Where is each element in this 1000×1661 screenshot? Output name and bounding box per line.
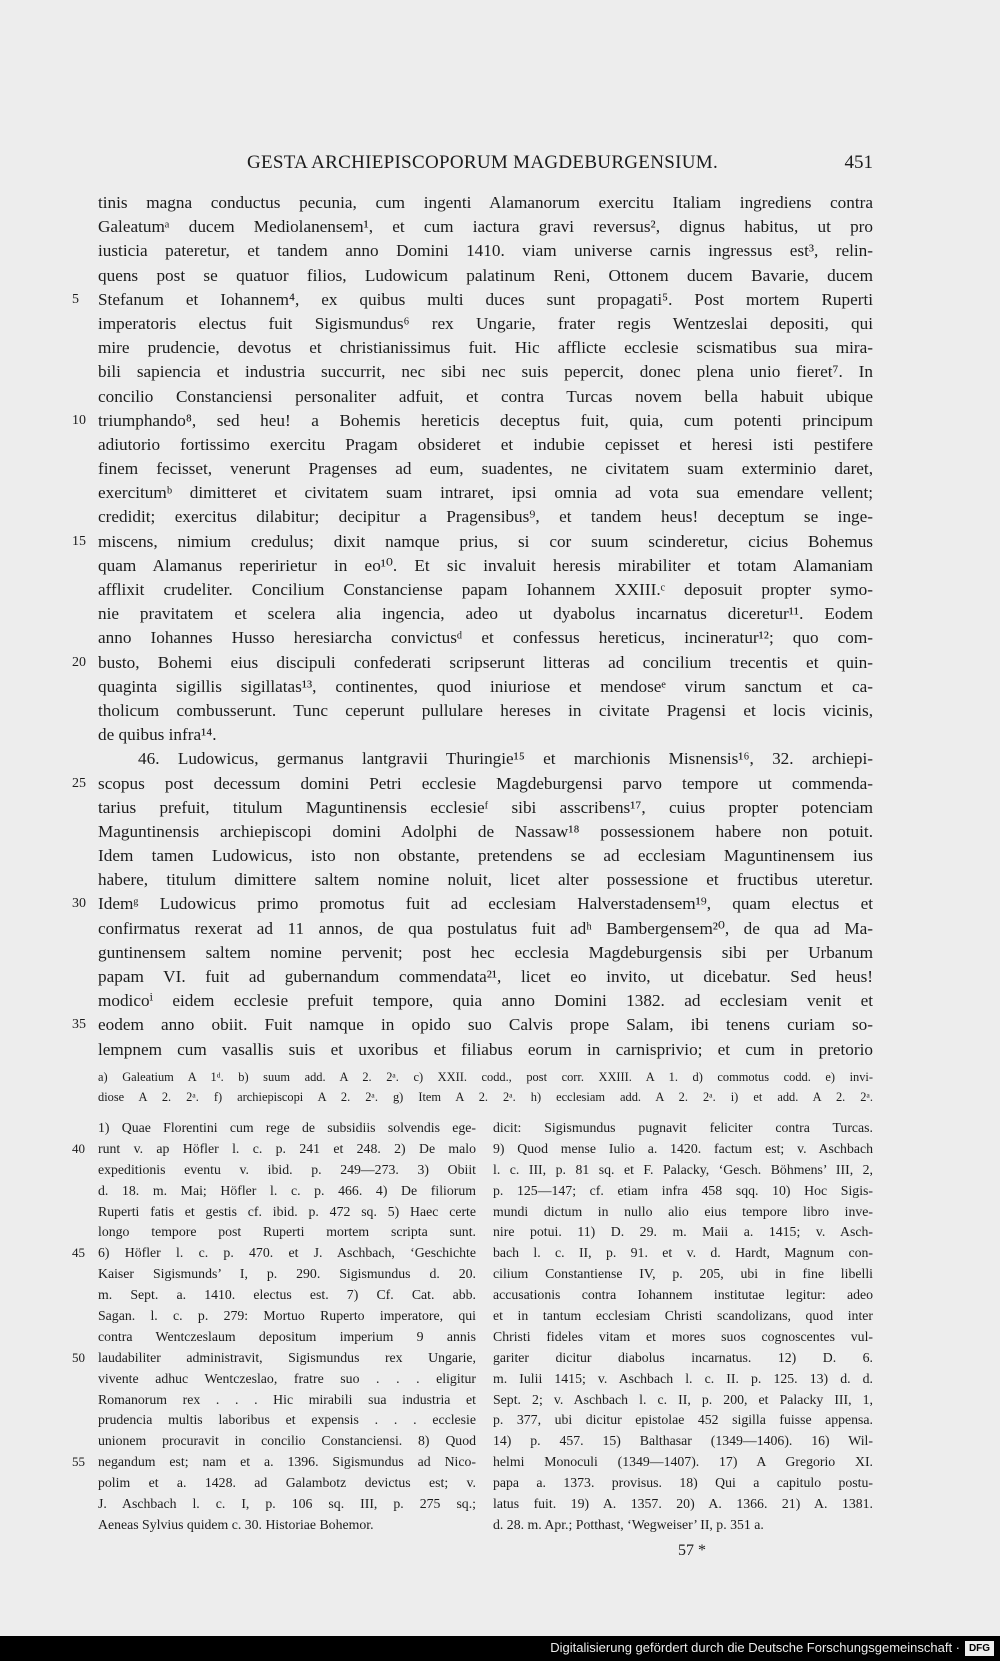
running-title: GESTA ARCHIEPISCOPORUM MAGDEBURGENSIUM.: [247, 152, 718, 173]
line-text: l. c. III, p. 81 sq. et F. Palacky, ‘Gesch. Böhmens’ III, 2,: [493, 1161, 873, 1177]
footnote-line: [493, 1452, 873, 1473]
line-text: triumphando⁸, sed heu! a Bohemis hereticis deceptus fuit, quia, cum potenti principum: [98, 410, 873, 430]
footnote-line: [493, 1327, 873, 1348]
footnote-line: [493, 1473, 873, 1494]
line-text: afflixit crudeliter. Concilium Constanciense papam Iohannem XXIII.ᶜ deposuit propter symo-: [98, 580, 873, 599]
line-text: 46. Ludowicus, germanus lantgravii Thuringie¹⁵ et marchionis Misnensis¹⁶, 32. archiepi-: [138, 749, 873, 769]
footnote-line: [98, 1390, 476, 1411]
page-header: [95, 152, 873, 176]
line-text: d. 18. m. Mai; Höfler l. c. p. 466. 4) De filiorum: [98, 1182, 476, 1198]
text-line: [98, 264, 873, 288]
line-number: 20: [72, 654, 86, 670]
digitization-credit: Digitalisierung gefördert durch die Deutsche Forschungsgemeinschaft ·: [550, 1640, 960, 1655]
footnote-line: [72, 1452, 476, 1473]
line-number: 30: [72, 896, 86, 912]
line-text: 14) p. 457. 15) Balthasar (1349—1406). 16) Wil-: [493, 1433, 873, 1449]
footnote-line: [493, 1118, 873, 1139]
footnote-line: [493, 1390, 873, 1411]
line-text: 1) Quae Florentini cum rege de subsidiis solvendis ege-: [98, 1120, 476, 1135]
line-text: imperatoris electus fuit Sigismundus⁶ rex Ungarie, frater regis Wentzeslai depositi, qui: [98, 313, 873, 333]
footnote-line: [72, 1348, 476, 1369]
footnote-line: [98, 1494, 476, 1515]
line-text: eodem anno obiit. Fuit namque in opido suo Calvis prope Salam, ibi tenens curiam so-: [98, 1015, 873, 1035]
line-text: anno Iohannes Husso heresiarcha convictusᵈ et confessus hereticus, incineratur¹²; quo com-: [98, 628, 873, 648]
line-text: latus fuit. 19) A. 1357. 20) A. 1366. 21) A. 1381.: [493, 1496, 873, 1512]
line-text: Maguntinensis archiepiscopi domini Adolphi de Nassaw¹⁸ possessionem habere non potuit.: [98, 821, 873, 841]
text-line: [98, 723, 873, 747]
line-text: confirmatus rexerat ad 11 annos, de qua postulatus fuit adʰ Bambergensem²⁰, de qua ad Ma-: [98, 918, 873, 938]
text-line: [98, 965, 873, 989]
line-text: unionem procuravit in concilio Constanciensi. 8) Quod: [98, 1433, 476, 1449]
line-text: Sept. 2; v. Aschbach l. c. II, p. 200, et Palacky III, 1,: [493, 1391, 873, 1407]
line-text: tarius prefuit, titulum Maguntinensis ecclesieᶠ sibi asscribens¹⁷, cuius propter potenciam: [98, 797, 873, 817]
footnote-line: [98, 1181, 476, 1202]
footnote-line: [493, 1410, 873, 1431]
line-number: 15: [72, 533, 86, 549]
footnote-line: [493, 1181, 873, 1202]
footnote-line: [493, 1222, 873, 1243]
line-text: prudencia multis laboribus et expensis . . . ecclesie: [98, 1412, 476, 1428]
signature-mark: 57 *: [678, 1542, 706, 1559]
footnote-line: [493, 1306, 873, 1327]
line-text: mundi dictum in nullo alio eius tempore libro inve-: [493, 1203, 873, 1219]
text-line: [98, 941, 873, 965]
line-text: accusationis contra Iohannem institutae legitur: adeo: [493, 1287, 873, 1303]
line-text: 9) Quod mense Iulio a. 1420. factum est; v. Aschbach: [493, 1140, 873, 1156]
line-text: dicit: Sigismundus pugnavit feliciter contra Turcas.: [493, 1120, 873, 1135]
line-text: negandum est; nam et a. 1396. Sigismundus ad Nico-: [98, 1454, 476, 1470]
text-line: [98, 433, 873, 457]
text-line: [72, 772, 873, 796]
page-number: 451: [844, 152, 873, 173]
line-text: p. 125—147; cf. etiam infra 458 sqq. 10) Hoc Sigis-: [493, 1182, 873, 1198]
text-line: [98, 699, 873, 723]
line-text: quam Alamanus reperirietur in eo¹⁰. Et sic invaluit heresis mirabiliter et totam Alamaniam: [98, 555, 873, 575]
footnote-line: [72, 1243, 476, 1264]
line-number: 25: [72, 775, 86, 791]
text-line: [98, 215, 873, 239]
line-text: guntinensem saltem nomine pervenit; post hec ecclesia Magdeburgensis sibi per Urbanum: [98, 942, 873, 962]
line-text: laudabiliter administravit, Sigismundus rex Ungarie,: [98, 1349, 476, 1365]
line-text: nire potui. 11) D. 29. m. Maii a. 1415; v. Asch-: [493, 1224, 873, 1240]
text-line: [98, 578, 873, 602]
footnote-line: [98, 1410, 476, 1431]
text-line: [98, 917, 873, 941]
text-line: [72, 1013, 873, 1037]
footnote-line: [98, 1515, 476, 1536]
line-text: credidit; exercitus dilabitur; decipitur a Pragensibus⁹, et tandem heus! deceptum se inge-: [98, 507, 873, 527]
dfg-logo: DFG: [965, 1641, 994, 1656]
text-line: [72, 651, 873, 675]
line-text: d. 28. m. Apr.; Potthast, ‘Wegweiser’ II, p. 351 a.: [493, 1516, 764, 1532]
text-line: [98, 360, 873, 384]
footnote-line: [493, 1202, 873, 1223]
text-line: [98, 554, 873, 578]
text-line: [98, 747, 873, 771]
text-line: [98, 868, 873, 892]
line-text: et in tantum ecclesiam Christi scandolizans, quod inter: [493, 1308, 873, 1324]
line-number: 10: [72, 412, 86, 428]
footnote-line: [493, 1264, 873, 1285]
footnote-line: [98, 1160, 476, 1181]
critical-apparatus: [98, 1067, 873, 1107]
line-number: 45: [72, 1245, 85, 1261]
line-number: 5: [72, 291, 79, 307]
line-text: Kaiser Sigismunds’ I, p. 290. Sigismundus d. 20.: [98, 1266, 476, 1282]
line-text: Idemᵍ Ludowicus primo promotus fuit ad ecclesiam Halverstadensem¹⁹, quam electus et: [98, 894, 873, 914]
line-number: 55: [72, 1454, 85, 1470]
text-line: [72, 409, 873, 433]
text-line: [98, 989, 873, 1013]
text-line: [98, 385, 873, 409]
footnotes-right-column: [493, 1118, 873, 1536]
line-text: helmi Monoculi (1349—1407). 17) A Gregorio XI.: [493, 1454, 873, 1470]
text-line: [98, 602, 873, 626]
line-text: quaginta sigillis sigillatas¹³, continentes, quod iniuriose et mendoseᵉ virum sanctum et ca-: [98, 676, 873, 696]
line-text: Aeneas Sylvius quidem c. 30. Historiae Bohemor.: [98, 1516, 374, 1532]
line-text: miscens, nimium credulus; dixit namque prius, si cor suum scinderetur, cicius Bohemus: [98, 531, 873, 551]
apparatus-line: diose A 2. 2ᵃ. f) archiepiscopi A 2. 2ᵃ. g) Item A 2. 2ᵃ. h) ecclesiam add. A 2. 2ᵃ. i) et add. A 2. 2ᵃ.: [98, 1090, 873, 1104]
footnote-line: [98, 1306, 476, 1327]
line-text: modicoⁱ eidem ecclesie prefuit tempore, quia anno Domini 1382. ad ecclesiam venit et: [98, 991, 873, 1011]
footnote-line: [98, 1285, 476, 1306]
text-line: [72, 530, 873, 554]
text-line: [98, 457, 873, 481]
line-text: adiutorio fortissimo exercitu Pragam obsideret et indubie cepisset et heresi isti pestifere: [98, 434, 873, 454]
line-text: Idem tamen Ludowicus, isto non obstante, pretendens se ad ecclesiam Maguntinensem ius: [98, 846, 873, 866]
line-text: finem fecisset, venerunt Pragenses ad eum, suadentes, ne civitatem suam exterminio daret,: [98, 459, 873, 479]
footnote-line: [493, 1431, 873, 1452]
line-text: Sagan. l. c. p. 279: Mortuo Ruperto imperatore, qui: [98, 1308, 476, 1324]
footnote-line: [493, 1285, 873, 1306]
line-text: busto, Bohemi eius discipuli confederati scripserunt litteras ad concilium trecentis et quin-: [98, 652, 873, 672]
footnote-line: [98, 1369, 476, 1390]
line-text: longo tempore post Ruperti mortem scripta sunt.: [98, 1224, 476, 1240]
line-text: contra Wentczeslaum depositum imperium 9 annis: [98, 1328, 476, 1344]
line-text: exercitumᵇ dimitteret et civitatem suam intraret, ipsi omnia ad vota sua emendare vellent;: [98, 483, 873, 503]
line-text: J. Aschbach l. c. I, p. 106 sq. III, p. 275 sq.;: [98, 1496, 476, 1512]
text-line: [98, 844, 873, 868]
line-text: 6) Höfler l. c. p. 470. et J. Aschbach, ‘Geschichte: [98, 1245, 476, 1261]
footer-bar: [0, 1636, 1000, 1661]
text-line: [98, 481, 873, 505]
text-line: [72, 892, 873, 916]
text-line: [98, 820, 873, 844]
line-text: mire prudencie, devotus et christianissimus fuit. Hic afflicte ecclesie scismatibus sua mira-: [98, 338, 873, 358]
line-text: papam VI. fuit ad gubernandum commendata²¹, licet eo invito, ut dicebatur. Sed heus!: [98, 967, 873, 986]
line-text: Ruperti fatis et gestis cf. ibid. p. 472 sq. 5) Haec certe: [98, 1203, 476, 1219]
line-text: habere, titulum dimittere saltem nomine noluit, licet alter possessione et fructibus uteretur.: [98, 870, 873, 890]
line-text: m. Iulii 1415; v. Aschbach l. c. II. p. 125. 13) d. d.: [493, 1370, 873, 1386]
line-text: lempnem cum vasallis suis et uxoribus et filiabus eorum in carnisprivio; et cum in pretorio: [98, 1039, 873, 1059]
line-text: quens post se quatuor filios, Ludowicum palatinum Reni, Ottonem ducem Bavarie, ducem: [98, 265, 873, 285]
line-text: polim et a. 1428. ad Galambotz devictus est; v.: [98, 1475, 476, 1491]
line-text: bach l. c. II, p. 91. et v. d. Hardt, Magnum con-: [493, 1245, 873, 1261]
apparatus-line: a) Galeatium A 1ᵈ. b) suum add. A 2. 2ᵃ. c) XXII. codd., post corr. XXIII. A 1. d) commotus codd. e) invi-: [98, 1070, 873, 1084]
line-text: tinis magna conductus pecunia, cum ingenti Alamanorum exercitu Italiam ingrediens contra: [98, 193, 873, 212]
footnote-line: [98, 1222, 476, 1243]
text-line: [98, 239, 873, 263]
footnote-line: [493, 1369, 873, 1390]
line-text: Romanorum rex . . . Hic mirabili sua industria et: [98, 1391, 476, 1407]
footnote-line: [493, 1139, 873, 1160]
line-text: bili sapiencia et industria succurrit, nec sibi nec suis pepercit, donec plena unio fieret⁷. In: [98, 362, 873, 382]
footnotes-left-column: [72, 1118, 476, 1536]
line-text: vivente adhuc Wentczeslao, fratre suo . . . eligitur: [98, 1370, 476, 1386]
footnote-line: [493, 1515, 873, 1536]
line-text: iusticia pateretur, et tandem anno Domini 1410. viam universe carnis ingressus est³, relin-: [98, 241, 873, 261]
footnote-line: [493, 1348, 873, 1369]
line-number: 50: [72, 1349, 85, 1365]
footnote-line: [98, 1202, 476, 1223]
line-text: concilio Constanciensi personaliter adfuit, et contra Turcas novem bella habuit ubique: [98, 386, 873, 406]
main-text: [72, 191, 873, 1062]
text-line: [98, 796, 873, 820]
footnote-line: [98, 1327, 476, 1348]
footnote-line: [98, 1118, 476, 1139]
footnote-line: [72, 1139, 476, 1160]
text-line: [98, 626, 873, 650]
text-line: [98, 505, 873, 529]
line-text: m. Sept. a. 1410. electus est. 7) Cf. Cat. abb.: [98, 1287, 476, 1303]
line-text: nie pravitatem et scelera alia ingencia, adeo ut dyabolus incarnatus diceretur¹¹. Eodem: [98, 604, 873, 624]
footnote-line: [98, 1264, 476, 1285]
line-text: cilium Constantiense IV, p. 205, ubi in fine libelli: [493, 1266, 873, 1282]
text-line: [98, 336, 873, 360]
line-text: de quibus infra¹⁴.: [98, 725, 217, 745]
line-text: Galeatumᵃ ducem Mediolanensem¹, et cum iactura gravi reversus², dignus habitus, ut pro: [98, 217, 873, 237]
line-text: gariter dicitur diabolus incarnatus. 12) D. 6.: [493, 1349, 873, 1365]
line-number: 40: [72, 1140, 85, 1156]
footnote-line: [493, 1160, 873, 1181]
footnote-line: [98, 1473, 476, 1494]
line-text: Stefanum et Iohannem⁴, ex quibus multi duces sunt propagati⁵. Post mortem Ruperti: [98, 289, 873, 309]
footnote-line: [493, 1243, 873, 1264]
text-line: [98, 191, 873, 215]
line-text: expeditionis eventu v. ibid. p. 249—273. 3) Obiit: [98, 1161, 476, 1177]
text-line: [72, 288, 873, 312]
text-line: [98, 675, 873, 699]
line-text: p. 377, ubi dicitur epistolae 452 sigilla fuisse appensa.: [493, 1412, 873, 1428]
line-text: papa a. 1373. provisus. 18) Qui a capitulo postu-: [493, 1475, 873, 1491]
line-number: 35: [72, 1017, 86, 1033]
line-text: scopus post decessum domini Petri ecclesie Magdeburgensi parvo tempore ut commenda-: [98, 773, 873, 793]
footnote-line: [493, 1494, 873, 1515]
line-text: runt v. ap Höfler l. c. p. 241 et 248. 2) De malo: [98, 1140, 476, 1156]
line-text: Christi fideles vitam et mores suos cognoscentes vul-: [493, 1328, 873, 1344]
text-line: [98, 312, 873, 336]
text-line: [98, 1038, 873, 1062]
footnote-line: [98, 1431, 476, 1452]
line-text: tholicum combusserunt. Tunc ceperunt pullulare hereses in civitate Pragensi et locis vicinis,: [98, 700, 873, 720]
